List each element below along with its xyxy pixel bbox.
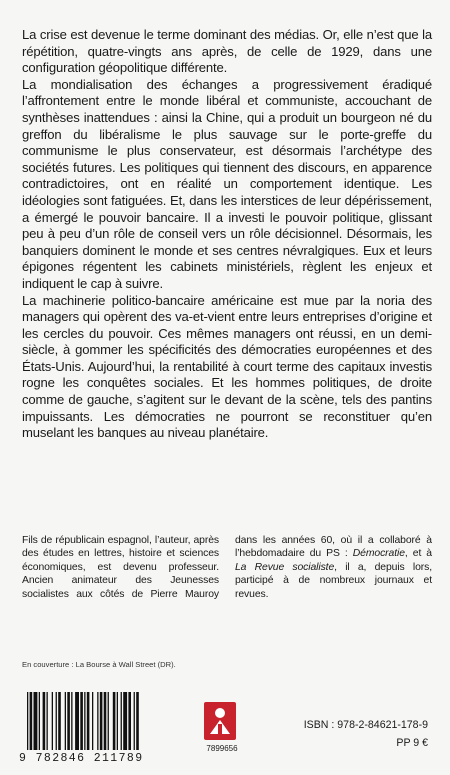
barcode-bar bbox=[75, 692, 79, 750]
barcode-bar bbox=[123, 692, 127, 750]
barcode-bar bbox=[104, 692, 107, 750]
journal-revue-socialiste: La Revue socialiste bbox=[235, 561, 335, 573]
barcode-bar bbox=[97, 692, 98, 750]
journal-democratie: Démocratie bbox=[352, 548, 405, 560]
price: PP 9 € bbox=[396, 737, 428, 749]
barcode-bar bbox=[56, 692, 57, 750]
barcode-bar bbox=[113, 692, 116, 750]
bio-part-2: , et à bbox=[404, 548, 432, 560]
barcode-bar bbox=[121, 692, 122, 750]
publisher-logo-icon bbox=[200, 700, 240, 742]
barcode-bar bbox=[134, 692, 135, 750]
isbn-block bbox=[304, 716, 428, 752]
bio-part-3: , il a, depuis lors, participé à de nombreux journaux et revues. bbox=[235, 561, 433, 600]
barcode-bar bbox=[39, 692, 40, 750]
barcode-bar bbox=[65, 692, 66, 750]
cover-credit: En couverture : La Bourse à Wall Street (DR). bbox=[22, 660, 176, 669]
barcode-bar bbox=[30, 692, 33, 750]
barcode-bar bbox=[92, 692, 93, 750]
back-cover-text bbox=[22, 27, 432, 442]
barcode-bar bbox=[117, 692, 118, 750]
barcode-bar bbox=[52, 692, 53, 750]
author-bio bbox=[22, 534, 432, 601]
barcode-digits: 9 782846 211789 bbox=[19, 752, 144, 765]
barcode-bar bbox=[27, 692, 28, 750]
barcode-bar bbox=[128, 692, 131, 750]
paragraph-1: La crise est devenue le terme dominant des médias. Or, elle n’est que la répétition, quatre-vingts ans après, de celle de 1929, dans une configuration géopolitique différente. bbox=[22, 27, 432, 76]
barcode-bar bbox=[47, 692, 48, 750]
barcode-bar bbox=[71, 692, 72, 750]
barcode-bars bbox=[19, 692, 195, 752]
barcode-bar bbox=[80, 692, 83, 750]
barcode-bar bbox=[100, 692, 103, 750]
paragraph-3: La machinerie politico-bancaire américaine est mue par la noria des managers qui opèrent des va-et-vient entre leurs entreprises d’origine et les cercles du pouvoir. Ces mêmes managers ont réussi, en un demi-siècle, à gommer les spécificités des démocraties européennes et des États-Unis. Aujourd’hui, la rentabilité à court terme des capitaux investis rogne les conquêtes sociales. Et les hommes politiques, de droite comme de gauche, s’agitent sur le devant de la scène, tels des pantins impuissants. Les démocraties ne pourront se reconstituer qu’en muselant les banques au niveau planétaire. bbox=[22, 292, 432, 441]
barcode-bar bbox=[87, 692, 90, 750]
barcode bbox=[19, 692, 195, 766]
bio-part-1: Fils de républicain espagnol, l’auteur, après des études en lettres, histoire et sciences économiques, est devenu professeur. Ancien animateur des Jeunesses socialistes aux côtés de Pierre Mauroy dans les années 60, où il a collaboré à l’hebdomadaire du PS : bbox=[22, 535, 432, 600]
paragraph-2: La mondialisation des échanges a progressivement éradiqué l’affrontement entre le monde libéral et communiste, accouchant de synthèses inattendues : ainsi la Chine, qui a produit un bourgeon né du greffon du libéralisme le plus sauvage sur le porte-greffe du communisme le plus conservateur, est désormais l’archétype des sociétés futures. Les politiques qui tiennent des discours, en apparence contradictoires, ont en réalité un comportement identique. Les idéologies sont fatiguées. Et, dans les interstices de leur dépérissement, a émergé le pouvoir bancaire. Il a investi le pouvoir politique, glissant peu à peu d’un rôle de conseil vers un rôle décisionnel. Désormais, les banquiers dominent le monde et ses centres névralgiques. Eux et leurs épigones régentent les cabinets ministériels, règlent les enjeux et indiquent le cap à suivre. bbox=[22, 76, 432, 291]
barcode-bar bbox=[34, 692, 38, 750]
barcode-bar bbox=[84, 692, 85, 750]
isbn-number: ISBN : 978-2-84621-178-9 bbox=[303, 719, 428, 731]
publisher-code: 7899656 bbox=[206, 744, 238, 753]
barcode-bar bbox=[58, 692, 61, 750]
barcode-bar bbox=[67, 692, 70, 750]
barcode-bar bbox=[108, 692, 109, 750]
publisher-logo bbox=[200, 700, 240, 756]
barcode-bar bbox=[136, 692, 139, 750]
barcode-bar bbox=[43, 692, 46, 750]
